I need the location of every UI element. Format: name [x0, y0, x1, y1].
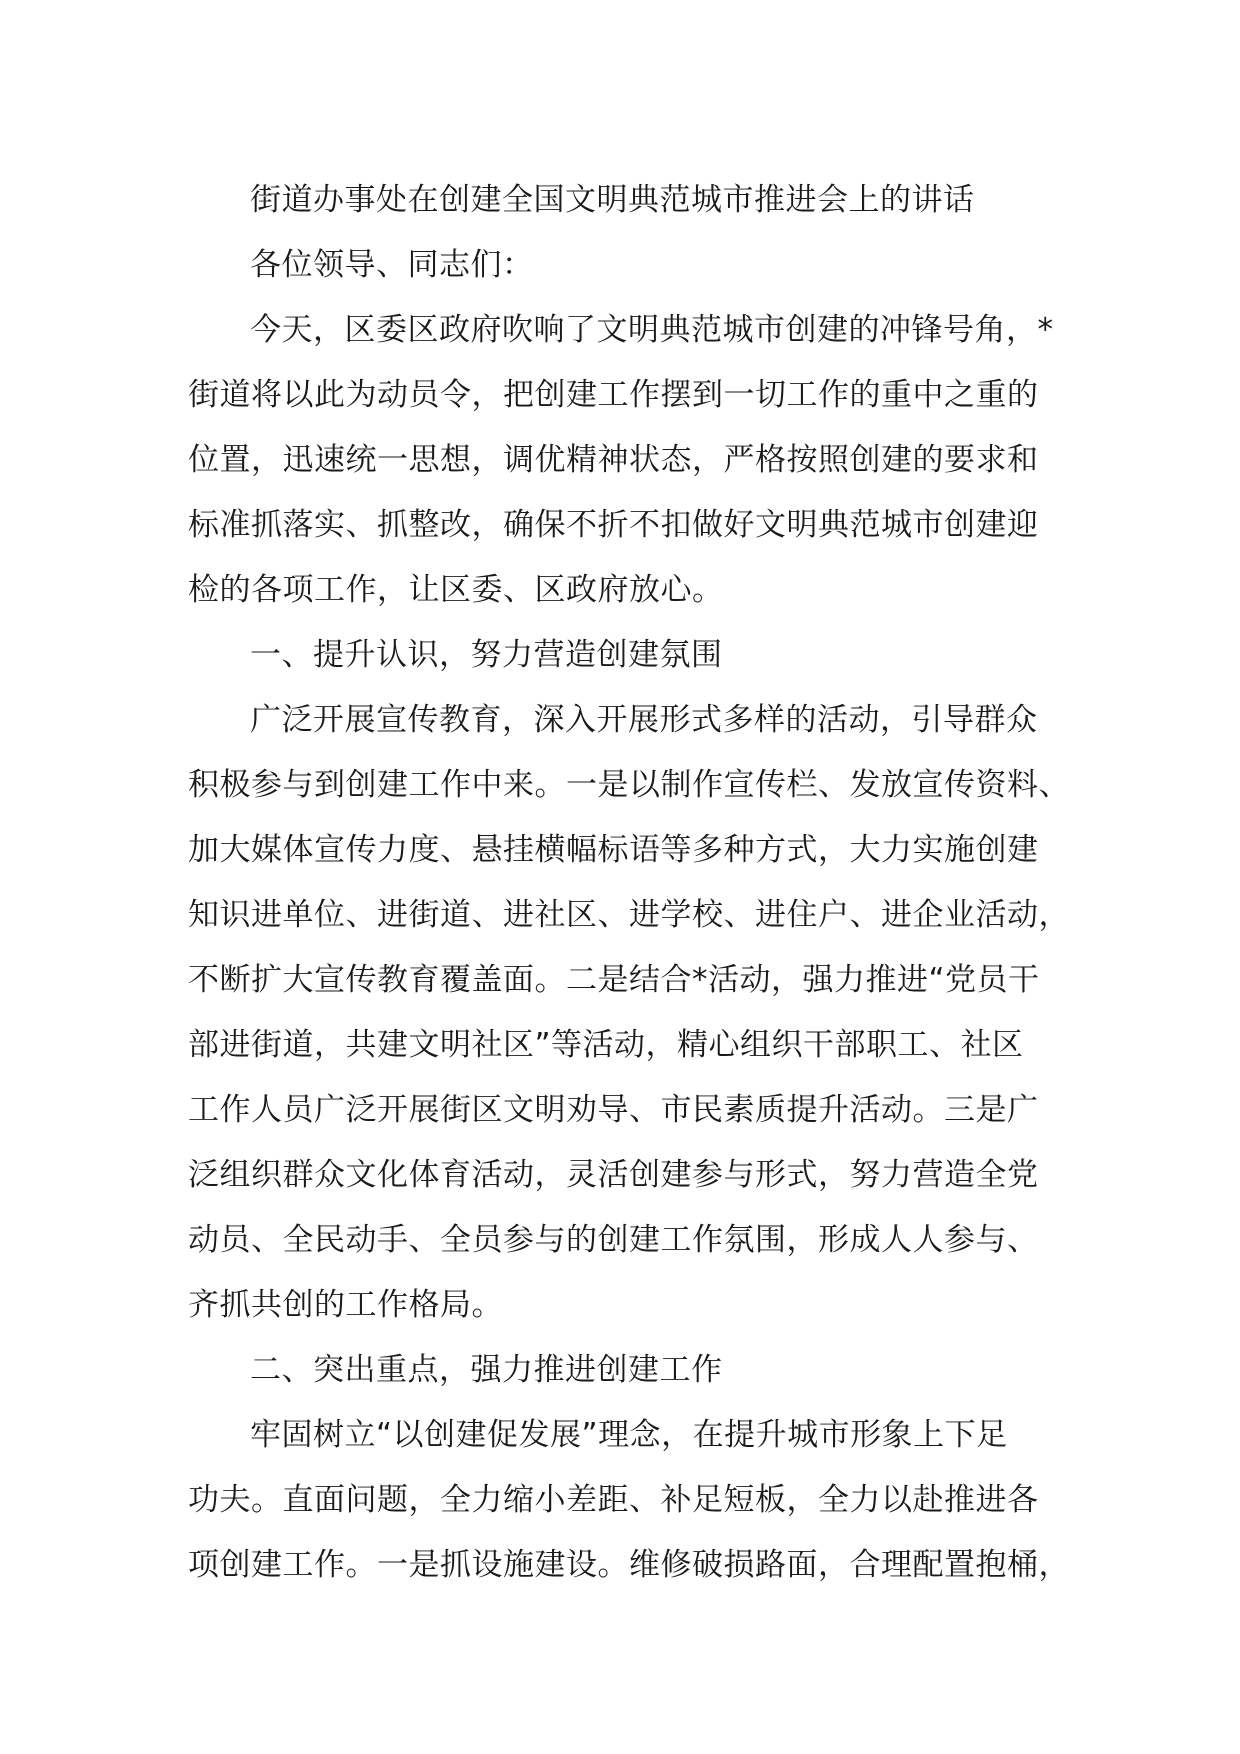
paragraph-line: 标准抓落实、抓整改，确保不折不扣做好文明典范城市创建迎 [188, 507, 1039, 543]
paragraph-line: 工作人员广泛开展街区文明劝导、市民素质提升活动。三是广 [188, 1092, 1039, 1128]
paragraph-line: 检的各项工作，让区委、区政府放心。 [188, 572, 724, 608]
paragraph-line: 齐抓共创的工作格局。 [188, 1287, 503, 1323]
salutation: 各位领导、同志们： [250, 247, 534, 283]
document-body [188, 168, 1068, 1598]
paragraph-line: 位置，迅速统一思想，调优精神状态，严格按照创建的要求和 [188, 442, 1039, 478]
section-heading: 二、突出重点，强力推进创建工作 [250, 1352, 723, 1388]
paragraph-line: 加大媒体宣传力度、悬挂横幅标语等多种方式，大力实施创建 [188, 832, 1039, 868]
paragraph-line: 今天，区委区政府吹响了文明典范城市创建的冲锋号角，* [250, 312, 1054, 348]
paragraph-line: 广泛开展宣传教育，深入开展形式多样的活动，引导群众 [250, 702, 1038, 738]
section-heading: 一、提升认识，努力营造创建氛围 [250, 637, 723, 673]
paragraph-line: 知识进单位、进街道、进社区、进学校、进住户、进企业活动， [188, 897, 1070, 933]
paragraph-line: 项创建工作。一是抓设施建设。维修破损路面，合理配置抱桶， [188, 1547, 1070, 1583]
paragraph-line: 街道将以此为动员令，把创建工作摆到一切工作的重中之重的 [188, 377, 1039, 413]
document-title: 街道办事处在创建全国文明典范城市推进会上的讲话 [250, 182, 975, 218]
paragraph-line: 积极参与到创建工作中来。一是以制作宣传栏、发放宣传资料、 [188, 767, 1070, 803]
paragraph-line: 功夫。直面问题，全力缩小差距、补足短板，全力以赴推进各 [188, 1482, 1039, 1518]
paragraph-line: 动员、全民动手、全员参与的创建工作氛围，形成人人参与、 [188, 1222, 1039, 1258]
paragraph-line: 牢固树立“以创建促发展”理念，在提升城市形象上下足 [250, 1417, 1008, 1453]
paragraph-line: 泛组织群众文化体育活动，灵活创建参与形式，努力营造全党 [188, 1157, 1039, 1193]
paragraph-line: 部进街道，共建文明社区”等活动，精心组织干部职工、社区 [188, 1027, 1024, 1063]
paragraph-line: 不断扩大宣传教育覆盖面。二是结合*活动，强力推进“党员干 [188, 962, 1040, 998]
